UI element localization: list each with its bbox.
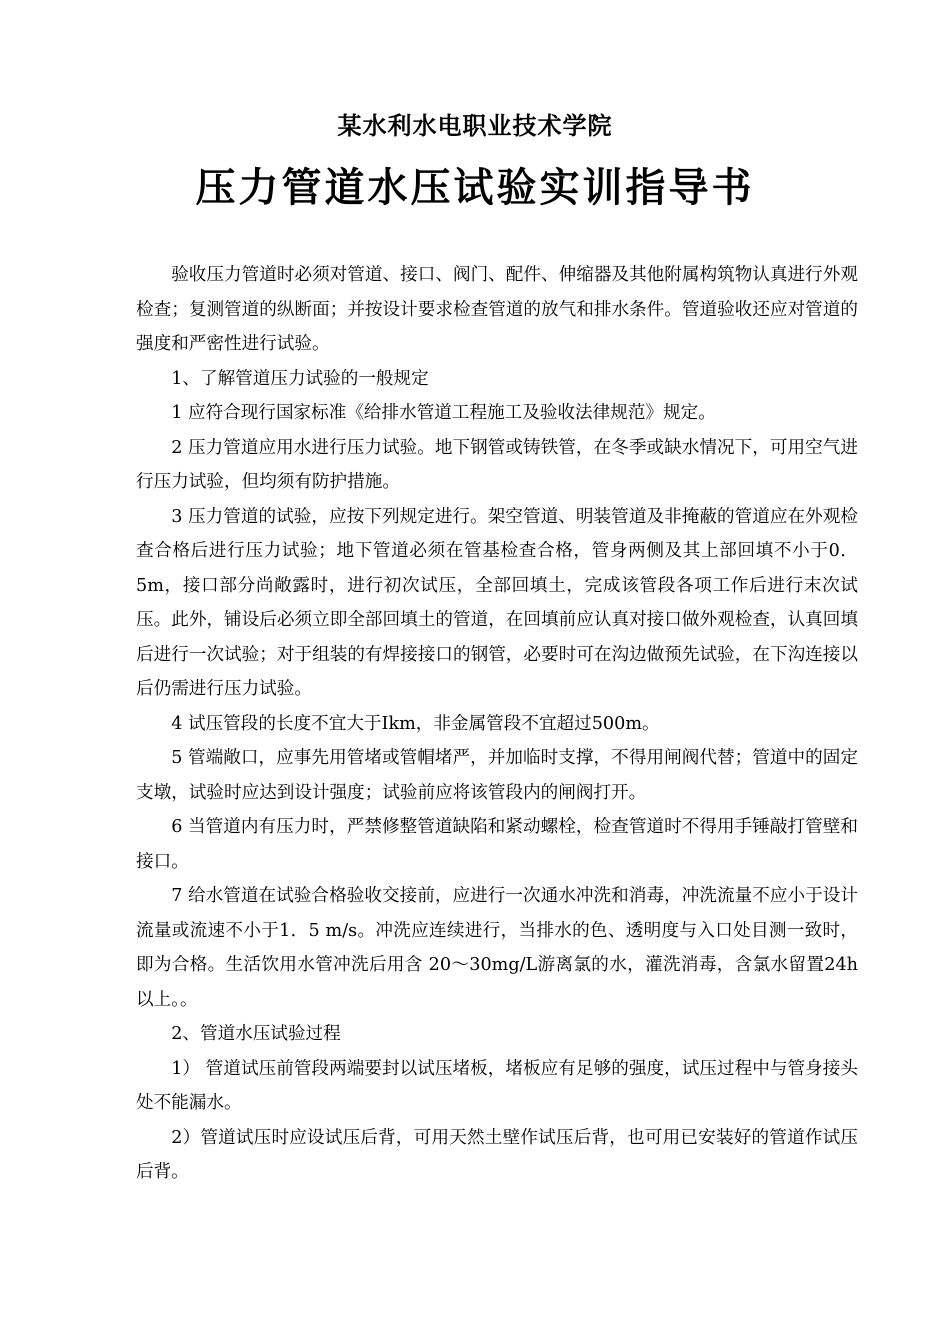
document-title: 压力管道水压试验实训指导书 (195, 165, 755, 211)
rule-item: 3 压力管道的试验，应按下列规定进行。架空管道、明装管道及非掩蔽的管道应在外观检查合格后进行压力试验；地下管道必须在管基检查合格，管身两侧及其上部回填不小于0．5m，接口部分尚敞露时，进行初次试压，全部回填土，完成该管段各项工作后进行末次试压。此外，铺设后必须立即全部回填土的管道，在回填前应认真对接口做外观检查，认真回填后进行一次试验；对于组装的有焊接接口的钢管，必要时可在沟边做预先试验，在下沟连接以后仍需进行压力试验。 (136, 506, 858, 699)
document-body (136, 258, 858, 1190)
rule-item: 2 压力管道应用水进行压力试验。地下钢管或铸铁管，在冬季或缺水情况下，可用空气进行压力试验，但均须有防护措施。 (136, 437, 858, 492)
intro-paragraph: 验收压力管道时必须对管道、接口、阀门、配件、伸缩器及其他附属构筑物认真进行外观检查；复测管道的纵断面；并按设计要求检查管道的放气和排水条件。管道验收还应对管道的强度和严密性进行试验。 (136, 265, 858, 354)
rule-item: 7 给水管道在试验合格验收交接前，应进行一次通水冲洗和消毒，冲洗流量不应小于设计流量或流速不小于1．5 m/s。冲洗应连续进行，当排水的色、透明度与入口处目测一致时，即为合格。生活饮用水管冲洗后用含 20～30mg/L游离氯的水，灌洗消毒，含氯水留置24h以上。。 (136, 886, 858, 1010)
school-name: 某水利水电职业技术学院 (337, 112, 613, 140)
rule-item: 5 管端敞口，应事先用管堵或管帽堵严，并加临时支撑，不得用闸阀代替；管道中的固定支墩，试验时应达到设计强度；试验前应将该管段内的闸阀打开。 (136, 748, 858, 803)
procedure-step: 2）管道试压时应设试压后背，可用天然土壁作试压后背，也可用已安装好的管道作试压后背。 (136, 1127, 858, 1182)
section-heading: 2、管道水压试验过程 (171, 1024, 341, 1044)
rule-item: 1 应符合现行国家标准《给排水管道工程施工及验收法律规范》规定。 (171, 403, 716, 423)
section-heading: 1、了解管道压力试验的一般规定 (171, 368, 429, 389)
rule-item: 4 试压管段的长度不宜大于Ikm，非金属管段不宜超过500m。 (171, 713, 660, 734)
rule-item: 6 当管道内有压力时，严禁修整管道缺陷和紧动螺栓，检查管道时不得用手锤敲打管壁和接口。 (136, 817, 858, 872)
procedure-step: 1） 管道试压前管段两端要封以试压堵板，堵板应有足够的强度，试压过程中与管身接头处不能漏水。 (136, 1058, 858, 1113)
